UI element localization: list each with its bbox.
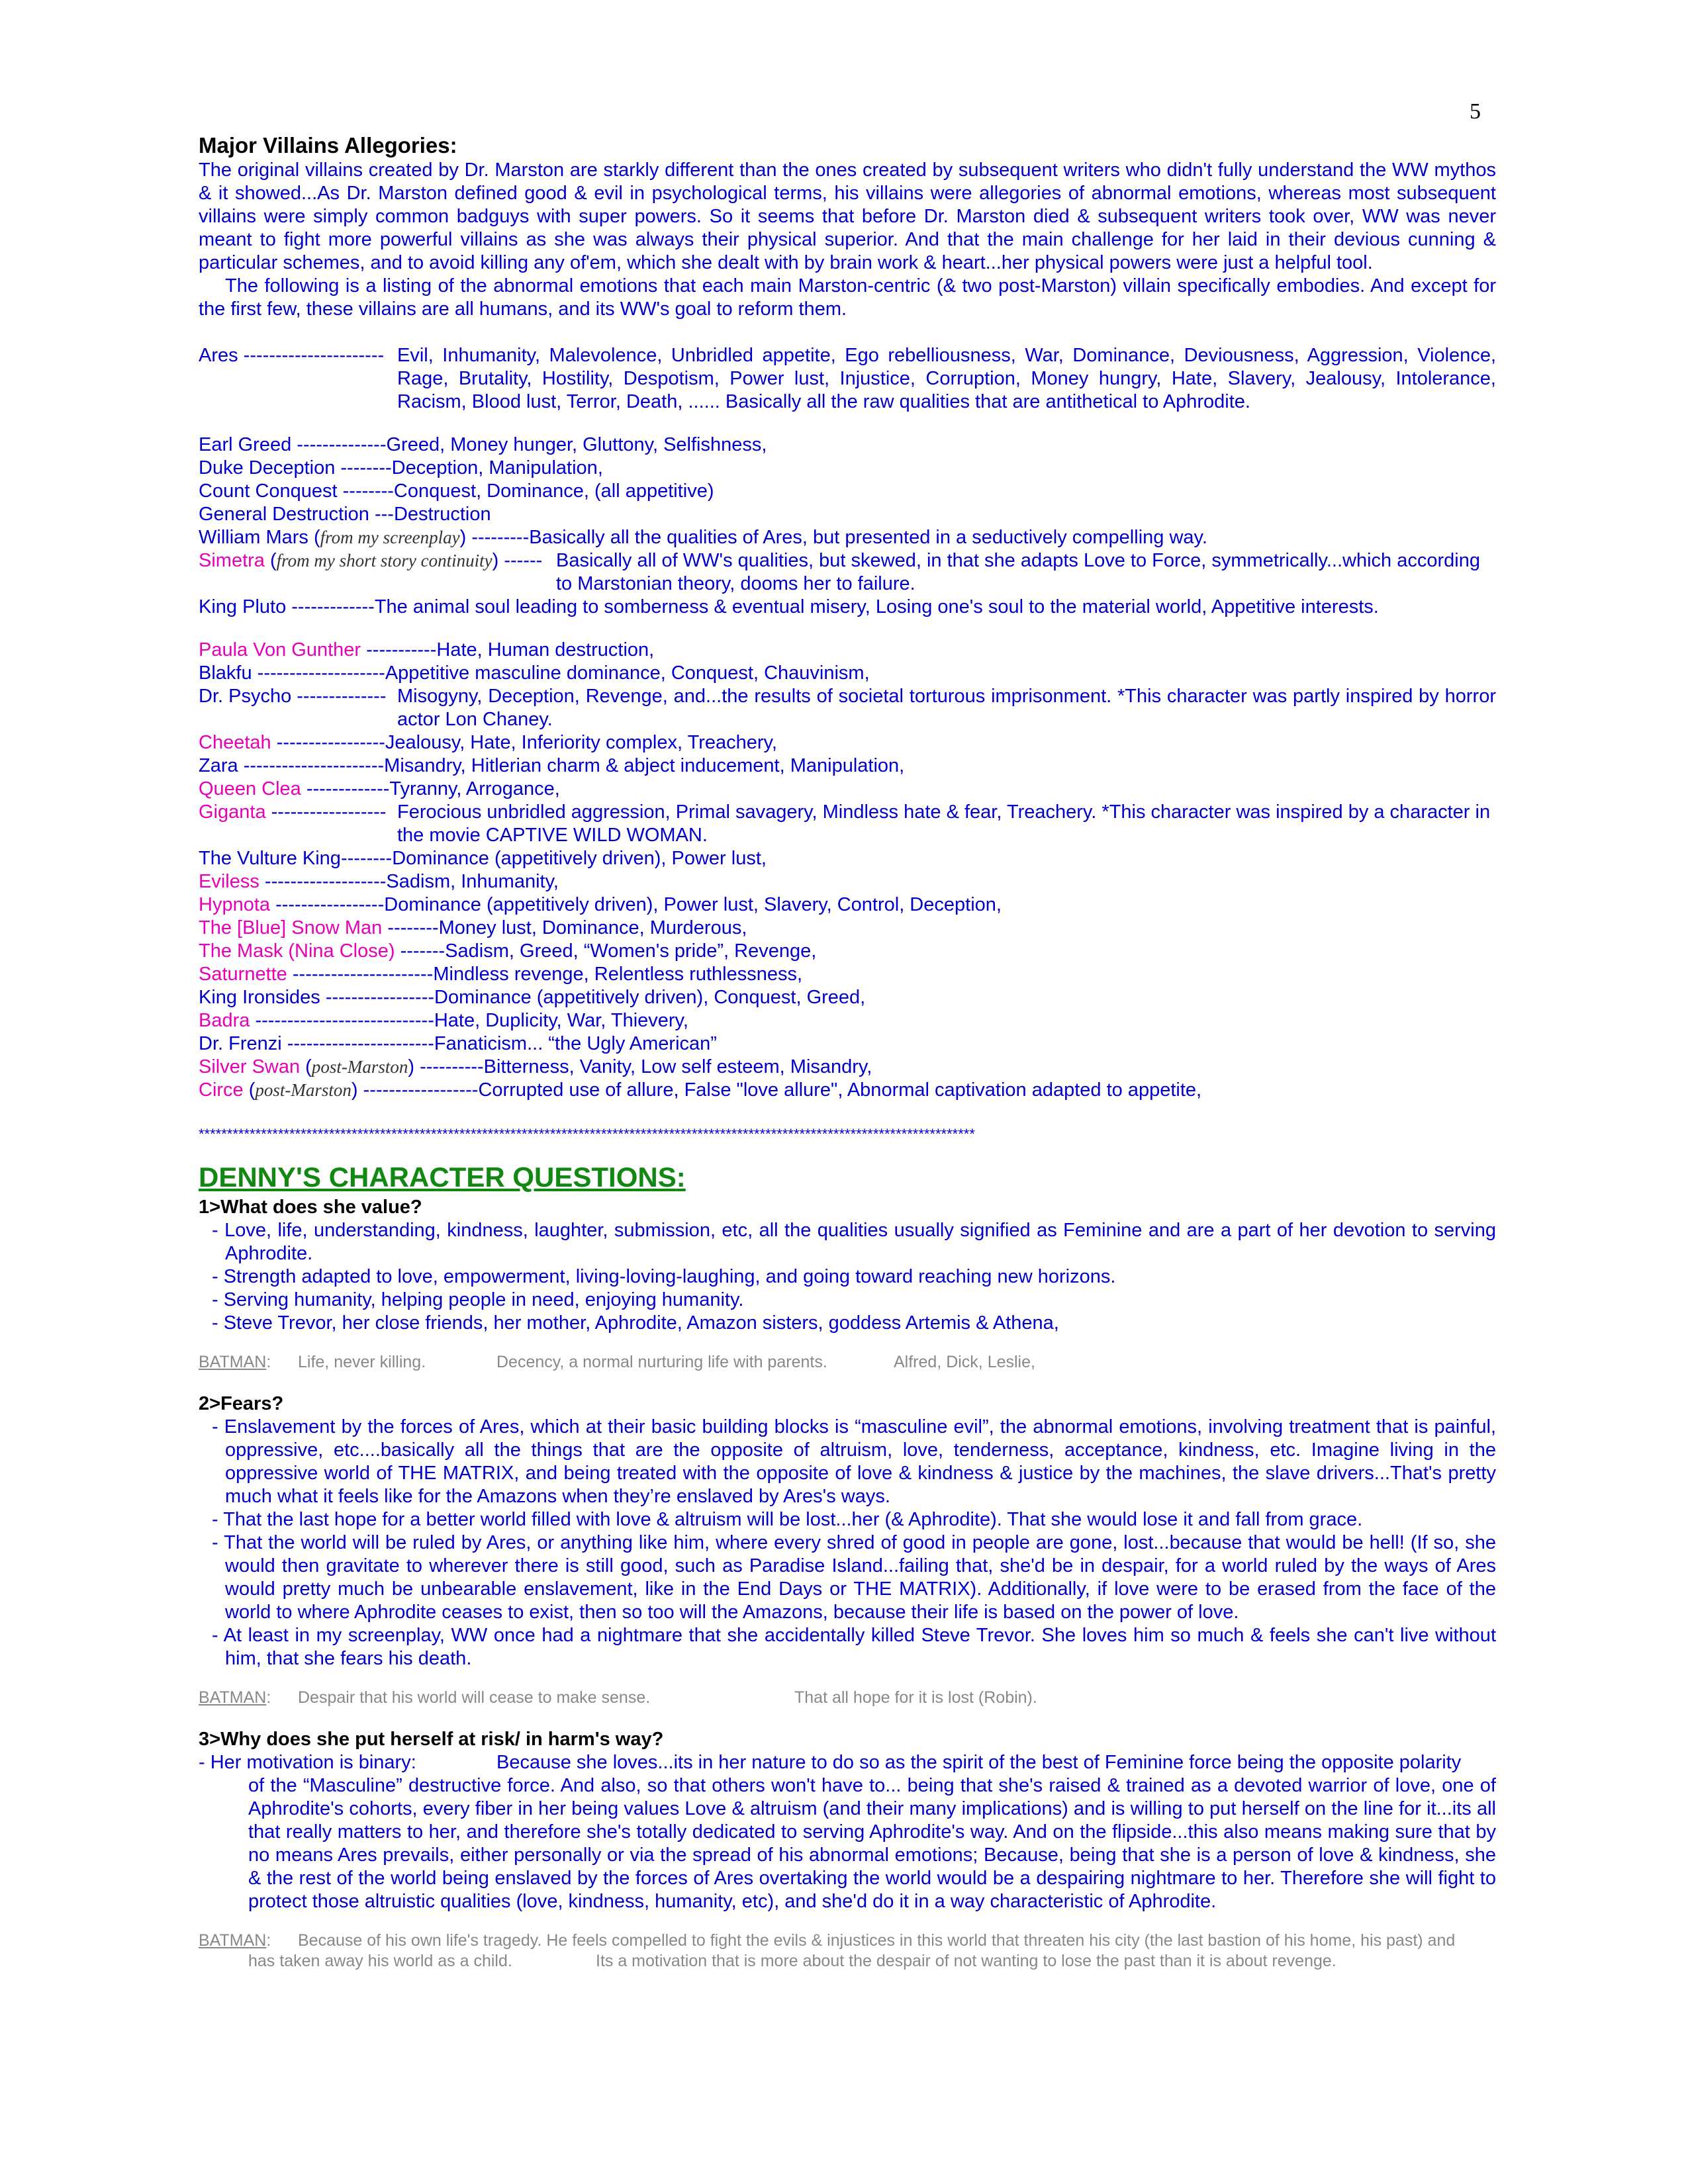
question-2-answers bbox=[199, 1416, 1496, 1670]
villain-description: The animal soul leading to somberness & eventual misery, Losing one's soul to the material world, Appetitive interests. bbox=[374, 596, 1379, 617]
document-page bbox=[199, 99, 1496, 1972]
villain-dashes: --------- bbox=[466, 527, 530, 548]
villains-heading: Major Villains Allegories: bbox=[199, 133, 457, 158]
villain-description: Destruction bbox=[393, 504, 491, 525]
villain-name: King Pluto bbox=[199, 596, 287, 617]
villain-dashes: ----------------- bbox=[270, 894, 385, 915]
villain-source-note: from my short story continuity bbox=[276, 551, 492, 570]
page-number: 5 bbox=[1470, 99, 1481, 124]
villain-entry bbox=[199, 503, 1496, 526]
villain-label bbox=[199, 685, 397, 731]
villain-entry bbox=[199, 986, 1496, 1009]
villain-name: Simetra bbox=[199, 550, 265, 571]
villain-name: Count Conquest bbox=[199, 480, 338, 502]
batman-compare-2: BATMAN: Despair that his world will cease to make sense. That all hope for it is lost (Robin). bbox=[199, 1688, 1037, 1707]
villain-dashes: -------------- bbox=[291, 686, 387, 707]
answer-bullet: - Enslavement by the forces of Ares, which at their basic building blocks is “masculine evil”, the abnormal emotions, involving treatment that is painful, oppressive, etc....basically all the things that are the opposite of altruism, love, tenderness, acceptance, kindness, etc. Imagine living in the oppressive world of THE MATRIX, and being treated with the opposite of love & kindness & justice by the machines, the slave drivers...That's pretty much what it feels like for the Amazons when they’re enslaved by Ares's ways. bbox=[212, 1416, 1496, 1507]
villain-description: Greed, Money hunger, Gluttony, Selfishness, bbox=[386, 434, 767, 455]
villain-source-note: post-Marston bbox=[255, 1080, 352, 1100]
villain-label: Simetra (from my short story continuity) ------ bbox=[199, 550, 543, 571]
villain-dashes: ---------- bbox=[414, 1056, 484, 1077]
villain-description: Evil, Inhumanity, Malevolence, Unbridled appetite, Ego rebelliousness, War, Dominance, Deviousness, Aggression, Violence, Rage, Brutality, Hostility, Despotism, Power lust, Injustice, Corruption, Money hungry, Hate, Slavery, Jealousy, Intolerance, Racism, Blood lust, Terror, Death, ...... Basically all the raw qualities that are antithetical to Aphrodite. bbox=[397, 345, 1496, 412]
batman-item: Life, never killing. bbox=[298, 1353, 426, 1371]
villain-dashes: ----------------------- bbox=[281, 1033, 434, 1054]
villain-name: The Vulture King bbox=[199, 848, 341, 869]
answer-bullet: - That the last hope for a better world filled with love & altruism will be lost...her (& Aphrodite). That she would lose it and fall from grace. bbox=[212, 1509, 1363, 1530]
batman-label: BATMAN bbox=[199, 1931, 267, 1950]
villain-group-2 bbox=[199, 639, 1496, 685]
question-3-title: 3>Why does she put herself at risk/ in harm's way? bbox=[199, 1729, 664, 1750]
villain-source-note: from my screenplay bbox=[320, 527, 460, 547]
villain-description: Bitterness, Vanity, Low self esteem, Misandry, bbox=[483, 1056, 872, 1077]
villain-dashes: ---------------------- bbox=[238, 755, 385, 776]
villain-name: Circe bbox=[199, 1079, 244, 1101]
villain-description: Money lust, Dominance, Murderous, bbox=[438, 917, 747, 938]
villain-source-note: post-Marston bbox=[311, 1057, 408, 1077]
batman-compare-3: BATMAN: Because of his own life's tragedy. He feels compelled to fight the evils & injustices in this world that threaten his city (the last bastion of his home, his past) and has taken away his world as a child. Its a motivation that is more about the despair of not wanting to lose the past than it is about revenge. bbox=[199, 1931, 1496, 1972]
villain-name: Blakfu bbox=[199, 662, 252, 684]
villain-name: General Destruction bbox=[199, 504, 369, 525]
villain-description: Basically all of WW's qualities, but skewed, in that she adapts Love to Force, symmetrically...which according to Marstonian theory, dooms her to failure. bbox=[556, 550, 1480, 594]
batman-label: BATMAN bbox=[199, 1688, 267, 1707]
villain-description: Dominance (appetitively driven), Power lust, Slavery, Control, Deception, bbox=[384, 894, 1002, 915]
batman-compare-1: BATMAN: Life, never killing. Decency, a normal nurturing life with parents. Alfred, Dick, Leslie, bbox=[199, 1353, 1035, 1371]
villain-entry bbox=[199, 917, 1496, 940]
villain-dashes: -------------- bbox=[291, 434, 387, 455]
villain-name: Eviless bbox=[199, 871, 259, 892]
batman-label: BATMAN bbox=[199, 1353, 267, 1371]
villain-name: Ares ---------------------- bbox=[199, 345, 385, 366]
villain-entry bbox=[199, 940, 1496, 963]
villain-description: Jealousy, Hate, Inferiority complex, Treachery, bbox=[385, 732, 777, 753]
villain-name: Dr. Psycho bbox=[199, 686, 292, 707]
villain-name: The Mask (Nina Close) bbox=[199, 940, 395, 962]
villain-description: Hate, Duplicity, War, Thievery, bbox=[434, 1010, 688, 1031]
q3-lead-label: - Her motivation is binary: bbox=[199, 1752, 416, 1773]
villain-name: King Ironsides bbox=[199, 987, 320, 1008]
villain-description: Hate, Human destruction, bbox=[436, 639, 655, 660]
villain-dashes: ------------------ bbox=[357, 1079, 479, 1101]
villain-entry bbox=[199, 754, 1496, 778]
villain-description: Basically all the qualities of Ares, but presented in a seductively compelling way. bbox=[529, 527, 1207, 548]
villain-dashes: ---------------------- bbox=[287, 964, 434, 985]
question-1-title: 1>What does she value? bbox=[199, 1197, 422, 1218]
villain-description: Conquest, Dominance, (all appetitive) bbox=[393, 480, 714, 502]
villain-dashes: ------------- bbox=[286, 596, 375, 617]
villain-description: Deception, Manipulation, bbox=[391, 457, 603, 478]
question-3-answer: of the “Masculine” destructive force. And also, so that others won't have to... being that she's raised & trained as a devoted warrior of love, one of Aphrodite's cohorts, every fiber in her being values Love & altruism (and their many implications) and is willing to put herself on the line for it...its all that really matters to her, and therefore she's totally dedicated to serving Aphrodite's way. And on the flipside...this also means making sure that by no means Ares prevails, either personally or via the spread of his abnormal emotions; Because, being that she is a person of love & kindness, she & the rest of the world being enslaved by the forces of Ares overtaking the world would be a despairing nightmare to her. Therefore she will fight to protect those altruistic qualities (love, kindness, humanity, etc), and she'd do it in a way characteristic of Aphrodite. bbox=[248, 1775, 1496, 1912]
q3-lead-text: Because she loves...its in her nature to do so as the spirit of the best of Feminine force being the opposite polarity bbox=[496, 1752, 1462, 1773]
villain-description: Mindless revenge, Relentless ruthlessness, bbox=[433, 964, 803, 985]
villain-entry bbox=[199, 457, 1496, 480]
villain-description: Misandry, Hitlerian charm & abject inducement, Manipulation, bbox=[384, 755, 905, 776]
villain-entry bbox=[199, 870, 1496, 893]
answer-bullet: - Strength adapted to love, empowerment, living-loving-laughing, and going toward reaching new horizons. bbox=[212, 1266, 1116, 1287]
answer-bullet: - Steve Trevor, her close friends, her mother, Aphrodite, Amazon sisters, goddess Artemis & Athena, bbox=[212, 1312, 1059, 1334]
villain-dashes: -------------------- bbox=[252, 662, 385, 684]
villain-group-1 bbox=[199, 433, 1496, 526]
villain-dashes: ------------------- bbox=[259, 871, 387, 892]
villain-entry-giganta bbox=[199, 801, 1496, 847]
villain-name: Saturnette bbox=[199, 964, 287, 985]
villain-dashes: ---------------------------- bbox=[250, 1010, 434, 1031]
villain-dashes: ----------------- bbox=[320, 987, 435, 1008]
villain-dashes: ------- bbox=[395, 940, 445, 962]
villain-name: Paula Von Gunther bbox=[199, 639, 361, 660]
villain-dashes: ------------------ bbox=[265, 801, 387, 823]
batman-item: Decency, a normal nurturing life with parents. bbox=[496, 1353, 827, 1371]
villain-entry-dr-psycho bbox=[199, 685, 1496, 731]
question-2-title: 2>Fears? bbox=[199, 1393, 284, 1414]
villains-intro-paragraph: The original villains created by Dr. Marston are starkly different than the ones created by subsequent writers who didn't fully understand the WW mythos & it showed...As Dr. Marston defined good & evil in psychological terms, his villains were allegories of abnormal emotions, whereas most subsequent villains were simply common badguys with super powers. So it seems that before Dr. Marston died & subsequent writers took over, WW was never meant to fight more powerful villains as she was always their physical superior. And that the main challenge for her laid in their devious cunning & particular schemes, and to avoid killing any of'em, which she dealt with by brain work & heart...her physical powers were just a helpful tool. bbox=[199, 159, 1496, 273]
villain-dashes: ----------- bbox=[361, 639, 437, 660]
answer-bullet: - That the world will be ruled by Ares, or anything like him, where every shred of good in people are gone, lost...because that would be hell! (If so, she would then gravitate to wherever there is still good, such as Paradise Island...failing that, she'd be in despair, for a world ruled by the ways of Ares would pretty much be unbearable enslavement, like in the End Days or THE MATRIX). Additionally, if love were to be erased from the face of the world to where Aphrodite ceases to exist, then so too will the Amazons, because their life is based on the power of love. bbox=[212, 1532, 1496, 1623]
villain-entry-king-pluto bbox=[199, 596, 1496, 619]
question-3-lead bbox=[199, 1751, 1496, 1774]
villain-name: Badra bbox=[199, 1010, 250, 1031]
villain-name: Dr. Frenzi bbox=[199, 1033, 282, 1054]
villain-description: Dominance (appetitively driven), Power lust, bbox=[392, 848, 767, 869]
answer-bullet: - Love, life, understanding, kindness, laughter, submission, etc, all the qualities usually signified as Feminine and are a part of her devotion to serving Aphrodite. bbox=[212, 1220, 1496, 1264]
villain-description: Sadism, Greed, “Women's pride”, Revenge, bbox=[445, 940, 817, 962]
batman-line: Its a motivation that is more about the despair of not wanting to lose the past than it is about revenge. bbox=[596, 1952, 1336, 1970]
villain-name: Queen Clea bbox=[199, 778, 301, 799]
batman-item: Despair that his world will cease to make sense. bbox=[298, 1688, 651, 1707]
villain-dashes: ------ bbox=[498, 550, 543, 571]
villain-name: Silver Swan bbox=[199, 1056, 301, 1077]
villain-entry bbox=[199, 1009, 1496, 1032]
villain-name: Giganta bbox=[199, 801, 266, 823]
villain-entry bbox=[199, 847, 1496, 870]
villain-entry bbox=[199, 433, 1496, 457]
villain-label bbox=[199, 801, 397, 847]
villain-entry-ares bbox=[199, 344, 1496, 414]
villain-name: Earl Greed bbox=[199, 434, 292, 455]
villain-name: Duke Deception bbox=[199, 457, 336, 478]
villain-description: Corrupted use of allure, False "love allure", Abnormal captivation adapted to appetite, bbox=[478, 1079, 1202, 1101]
villain-dashes: -------- bbox=[335, 457, 392, 478]
villain-group-3 bbox=[199, 731, 1496, 801]
villain-name: The [Blue] Snow Man bbox=[199, 917, 383, 938]
villains-intro-paragraph-2: The following is a listing of the abnormal emotions that each main Marston-centric (& two post-Marston) villain specifically embodies. And except for the first few, these villains are all humans, and its WW's goal to reform them. bbox=[199, 275, 1496, 320]
villain-dashes: --- bbox=[369, 504, 394, 525]
villain-name: William Mars bbox=[199, 527, 308, 548]
villain-entry bbox=[199, 778, 1496, 801]
villain-name: Zara bbox=[199, 755, 238, 776]
villain-group-4 bbox=[199, 847, 1496, 1056]
villain-entry bbox=[199, 731, 1496, 754]
question-1-answers bbox=[199, 1219, 1496, 1335]
villain-description: Appetitive masculine dominance, Conquest, Chauvinism, bbox=[385, 662, 870, 684]
batman-item: Alfred, Dick, Leslie, bbox=[894, 1353, 1035, 1371]
villain-dashes: -------- bbox=[382, 917, 439, 938]
villain-description: Sadism, Inhumanity, bbox=[386, 871, 559, 892]
villain-entry bbox=[199, 662, 1496, 685]
batman-line: Because of his own life's tragedy. He feels compelled to fight the evils & injustices in this world that threaten his city (the last bastion of his home, his past) and bbox=[298, 1931, 1456, 1950]
villain-entry bbox=[199, 1032, 1496, 1056]
answer-bullet: - At least in my screenplay, WW once had a nightmare that she accidentally killed Steve Trevor. She loves him so much & feels she can't live without him, that she fears his death. bbox=[212, 1625, 1496, 1669]
villain-name: Hypnota bbox=[199, 894, 271, 915]
batman-item: That all hope for it is lost (Robin). bbox=[794, 1688, 1037, 1707]
villain-dashes: -------- bbox=[337, 480, 394, 502]
questions-heading bbox=[199, 1161, 1496, 1193]
questions-heading-text: DENNY'S CHARACTER QUESTIONS bbox=[199, 1161, 677, 1193]
villain-entry bbox=[199, 639, 1496, 662]
villain-dashes: -------- bbox=[340, 848, 393, 869]
answer-bullet: - Serving humanity, helping people in need, enjoying humanity. bbox=[212, 1289, 744, 1310]
villain-entry-silver-swan: Silver Swan (post-Marston) ----------Bitterness, Vanity, Low self esteem, Misandry, bbox=[199, 1056, 872, 1077]
villain-entry bbox=[199, 893, 1496, 917]
villain-dashes: ----------------- bbox=[271, 732, 385, 753]
villain-description: Dominance (appetitively driven), Conquest, Greed, bbox=[434, 987, 866, 1008]
villain-entry-circe: Circe (post-Marston) ------------------Corrupted use of allure, False "love allure", Abnormal captivation adapted to appetite, bbox=[199, 1079, 1202, 1101]
villain-entry bbox=[199, 480, 1496, 503]
villain-name: Cheetah bbox=[199, 732, 271, 753]
villain-entry-william-mars: William Mars (from my screenplay) ---------Basically all the qualities of Ares, but presented in a seductively compelling way. bbox=[199, 527, 1207, 548]
villain-description: Tyranny, Arrogance, bbox=[389, 778, 560, 799]
questions-heading-colon: : bbox=[676, 1161, 686, 1193]
villain-description: Ferocious unbridled aggression, Primal savagery, Mindless hate & fear, Treachery. *This character was inspired by a character in the movie CAPTIVE WILD WOMAN. bbox=[397, 801, 1491, 846]
villain-description: Misogyny, Deception, Revenge, and...the results of societal torturous imprisonment. *This character was partly inspired by horror actor Lon Chaney. bbox=[397, 686, 1496, 730]
villain-dashes: ------------- bbox=[301, 778, 390, 799]
villain-description: Fanaticism... “the Ugly American” bbox=[434, 1033, 717, 1054]
villain-entry bbox=[199, 963, 1496, 986]
separator-line: ***************************************************************************************************************************************** bbox=[199, 1126, 975, 1142]
batman-line: has taken away his world as a child. bbox=[248, 1952, 512, 1970]
